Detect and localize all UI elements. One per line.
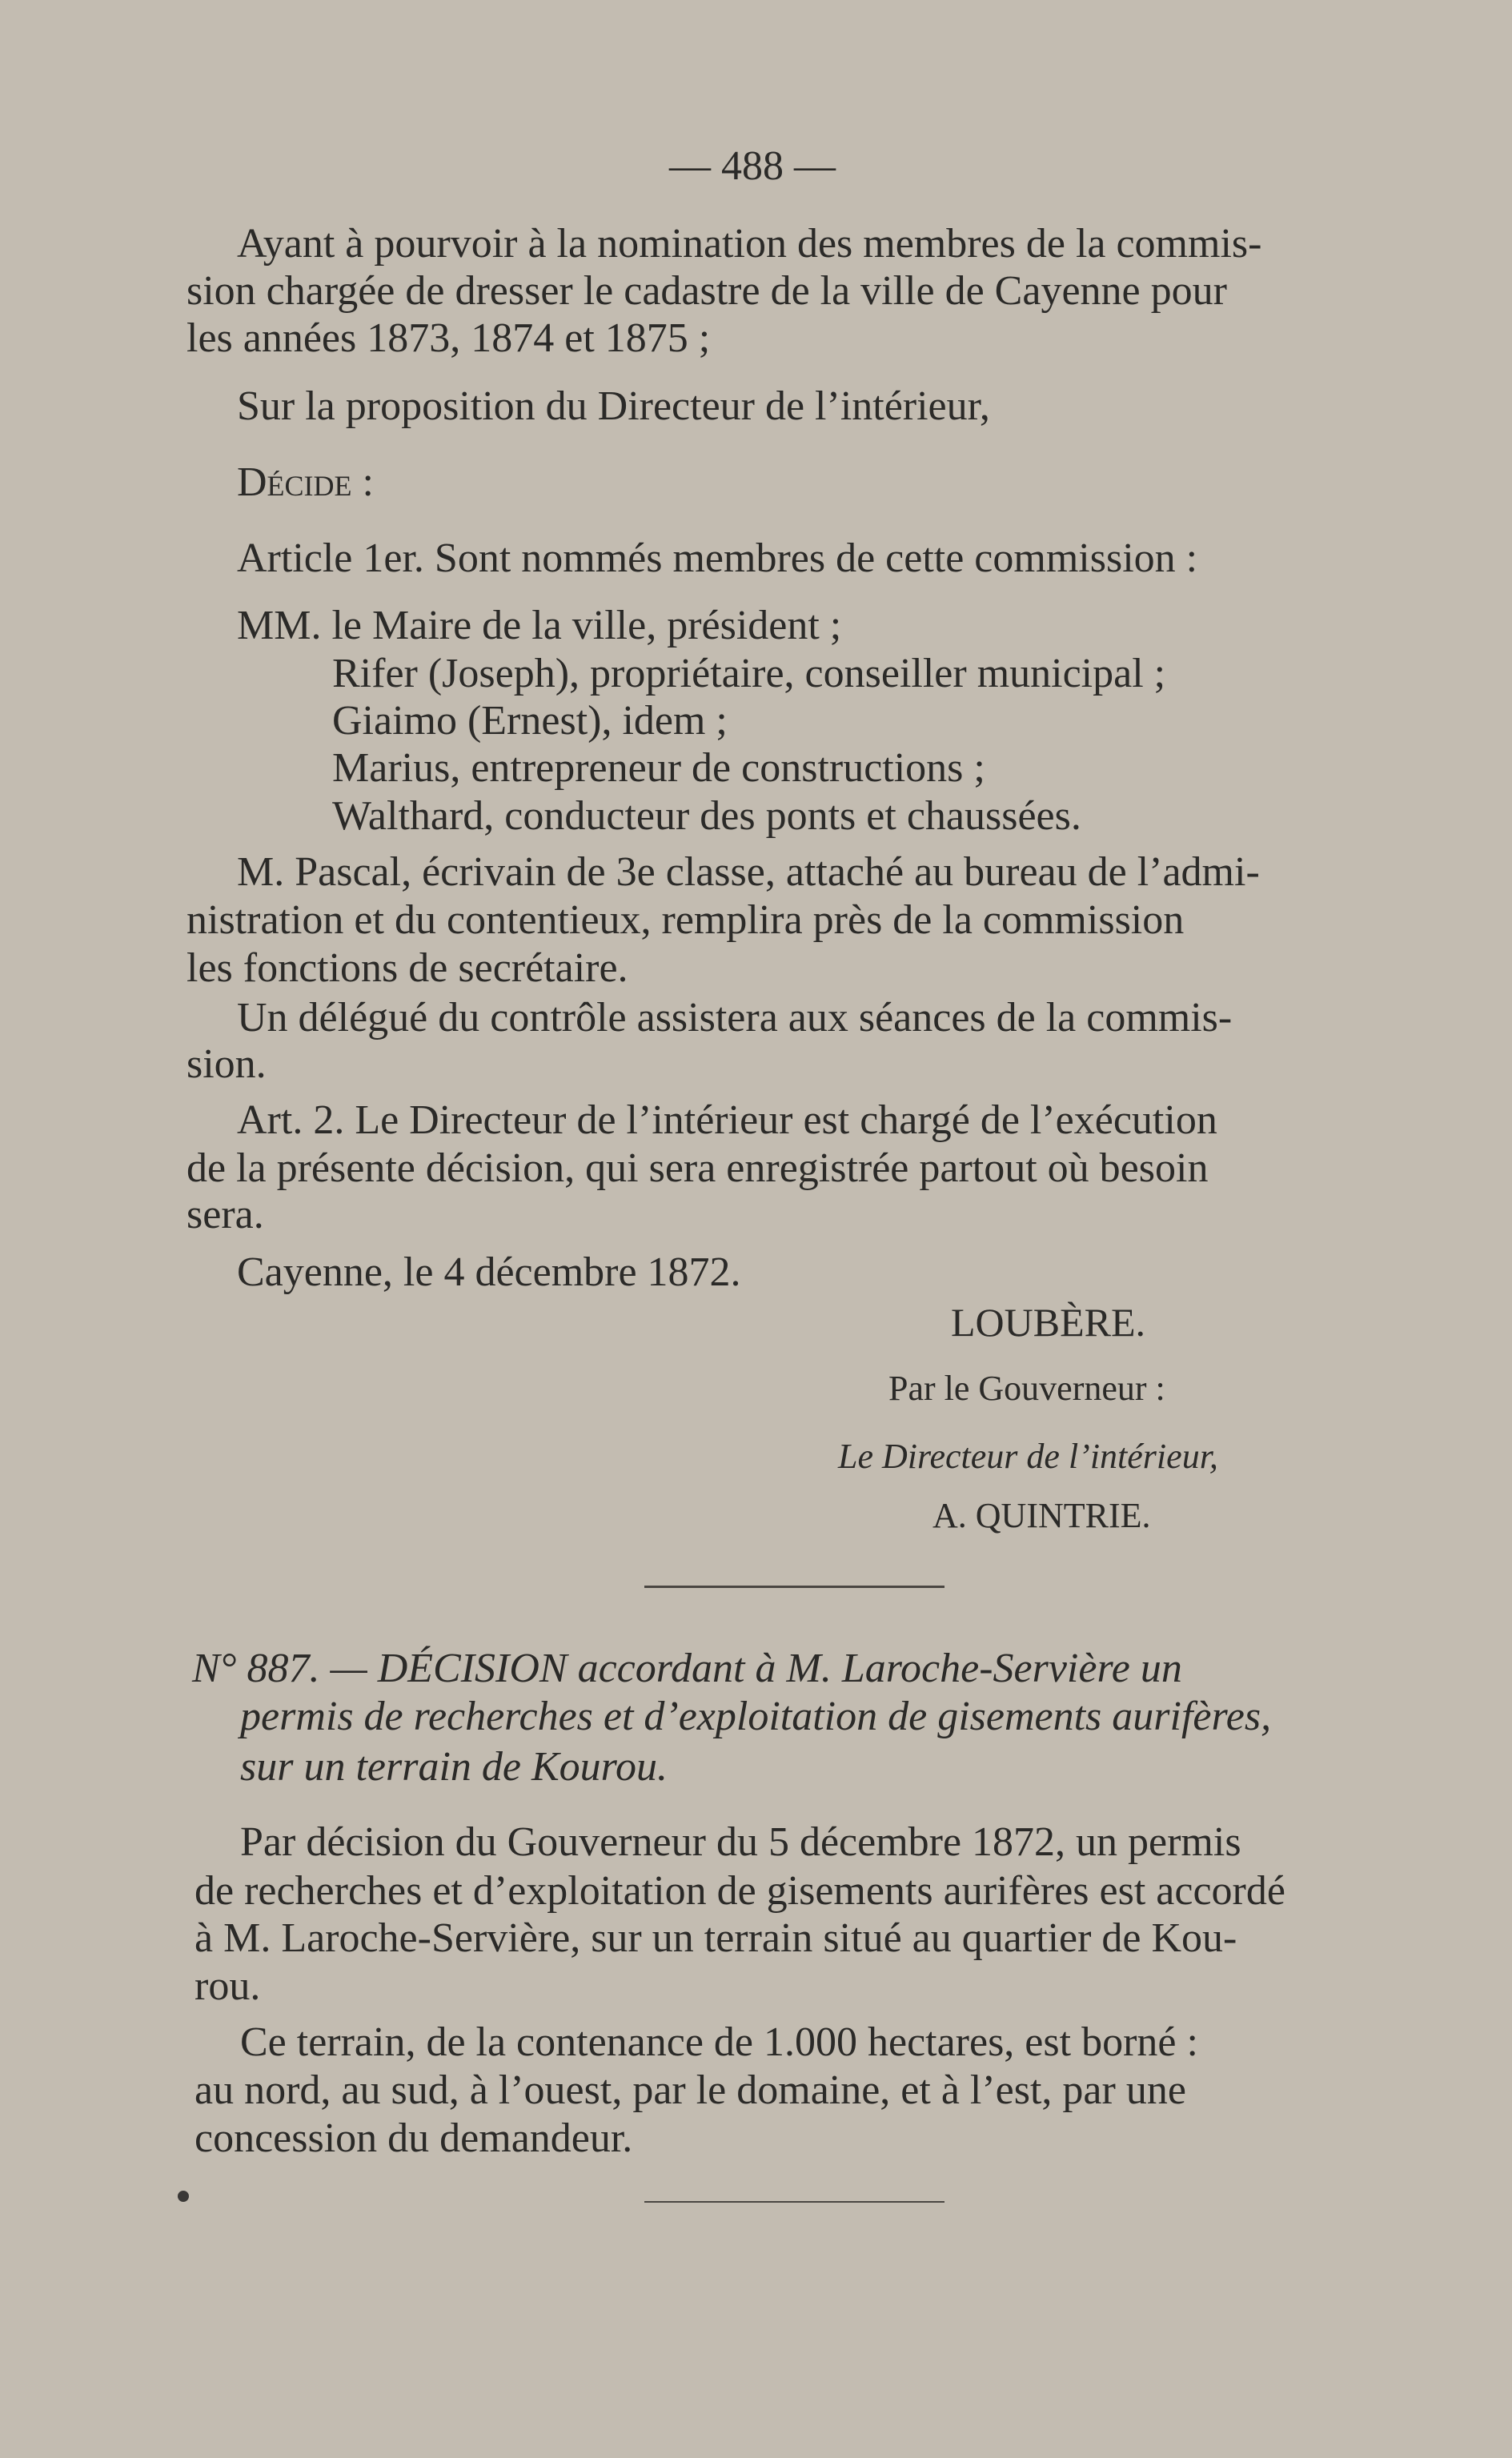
member-rifer: Rifer (Joseph), propriétaire, conseiller municipal ; bbox=[332, 651, 1166, 696]
section-2-title-line-2: permis de recherches et d’exploitation de gisements aurifères, bbox=[240, 1694, 1272, 1739]
decision-intro-line-1: Ayant à pourvoir à la nomination des membres de la commis- bbox=[237, 221, 1262, 267]
section-2-title-line-1: N° 887. — DÉCISION accordant à M. Laroche-Servière un bbox=[192, 1646, 1182, 1691]
article-2-line-1: Art. 2. Le Directeur de l’intérieur est chargé de l’exécution bbox=[237, 1097, 1217, 1143]
ink-dot bbox=[178, 2191, 189, 2202]
separator-rule-top bbox=[644, 1586, 944, 1588]
date-line: Cayenne, le 4 décembre 1872. bbox=[237, 1249, 741, 1295]
signature-loubere: LOUBÈRE. bbox=[951, 1300, 1146, 1345]
secretary-line-2: nistration et du contentieux, remplira près de la commission bbox=[186, 897, 1185, 943]
member-mayor: MM. le Maire de la ville, président ; bbox=[237, 603, 842, 648]
section-2-body-1-line-2: de recherches et d’exploitation de gisements aurifères est accordé bbox=[195, 1868, 1285, 1914]
decide-heading: Décide : bbox=[237, 459, 374, 505]
secretary-line-1: M. Pascal, écrivain de 3e classe, attaché au bureau de l’admi- bbox=[237, 849, 1260, 895]
decision-intro-line-2: sion chargée de dresser le cadastre de la ville de Cayenne pour bbox=[186, 268, 1227, 314]
director-name: A. QUINTRIE. bbox=[932, 1496, 1151, 1535]
section-2-body-2-line-2: au nord, au sud, à l’ouest, par le domaine, et à l’est, par une bbox=[195, 2067, 1186, 2113]
delegate-line-2: sion. bbox=[186, 1041, 267, 1087]
section-2-title-line-3: sur un terrain de Kourou. bbox=[240, 1744, 668, 1790]
article-2-line-2: de la présente décision, qui sera enregistrée partout où besoin bbox=[186, 1145, 1209, 1191]
article-2-line-3: sera. bbox=[186, 1192, 264, 1237]
separator-rule-bottom bbox=[644, 2201, 944, 2203]
decision-intro-line-3: les années 1873, 1874 et 1875 ; bbox=[186, 315, 711, 361]
secretary-line-3: les fonctions de secrétaire. bbox=[186, 945, 628, 991]
member-giaimo: Giaimo (Ernest), idem ; bbox=[332, 698, 728, 744]
section-2-body-1-line-1: Par décision du Gouverneur du 5 décembre 1872, un permis bbox=[240, 1819, 1241, 1865]
section-2-body-2-line-3: concession du demandeur. bbox=[195, 2115, 633, 2161]
section-2-body-1-line-4: rou. bbox=[195, 1963, 261, 2009]
page-number: — 488 — bbox=[669, 143, 836, 189]
by-governor: Par le Gouverneur : bbox=[888, 1369, 1165, 1408]
director-title: Le Directeur de l’intérieur, bbox=[838, 1437, 1218, 1476]
section-2-body-2-line-1: Ce terrain, de la contenance de 1.000 hectares, est borné : bbox=[240, 2019, 1198, 2065]
section-2-body-1-line-3: à M. Laroche-Servière, sur un terrain situé au quartier de Kou- bbox=[195, 1915, 1237, 1961]
proposition-line: Sur la proposition du Directeur de l’intérieur, bbox=[237, 383, 990, 429]
member-walthard: Walthard, conducteur des ponts et chaussées. bbox=[332, 793, 1081, 839]
member-marius: Marius, entrepreneur de constructions ; bbox=[332, 745, 985, 791]
article-1: Article 1er. Sont nommés membres de cette commission : bbox=[237, 535, 1198, 581]
delegate-line-1: Un délégué du contrôle assistera aux séances de la commis- bbox=[237, 995, 1233, 1041]
